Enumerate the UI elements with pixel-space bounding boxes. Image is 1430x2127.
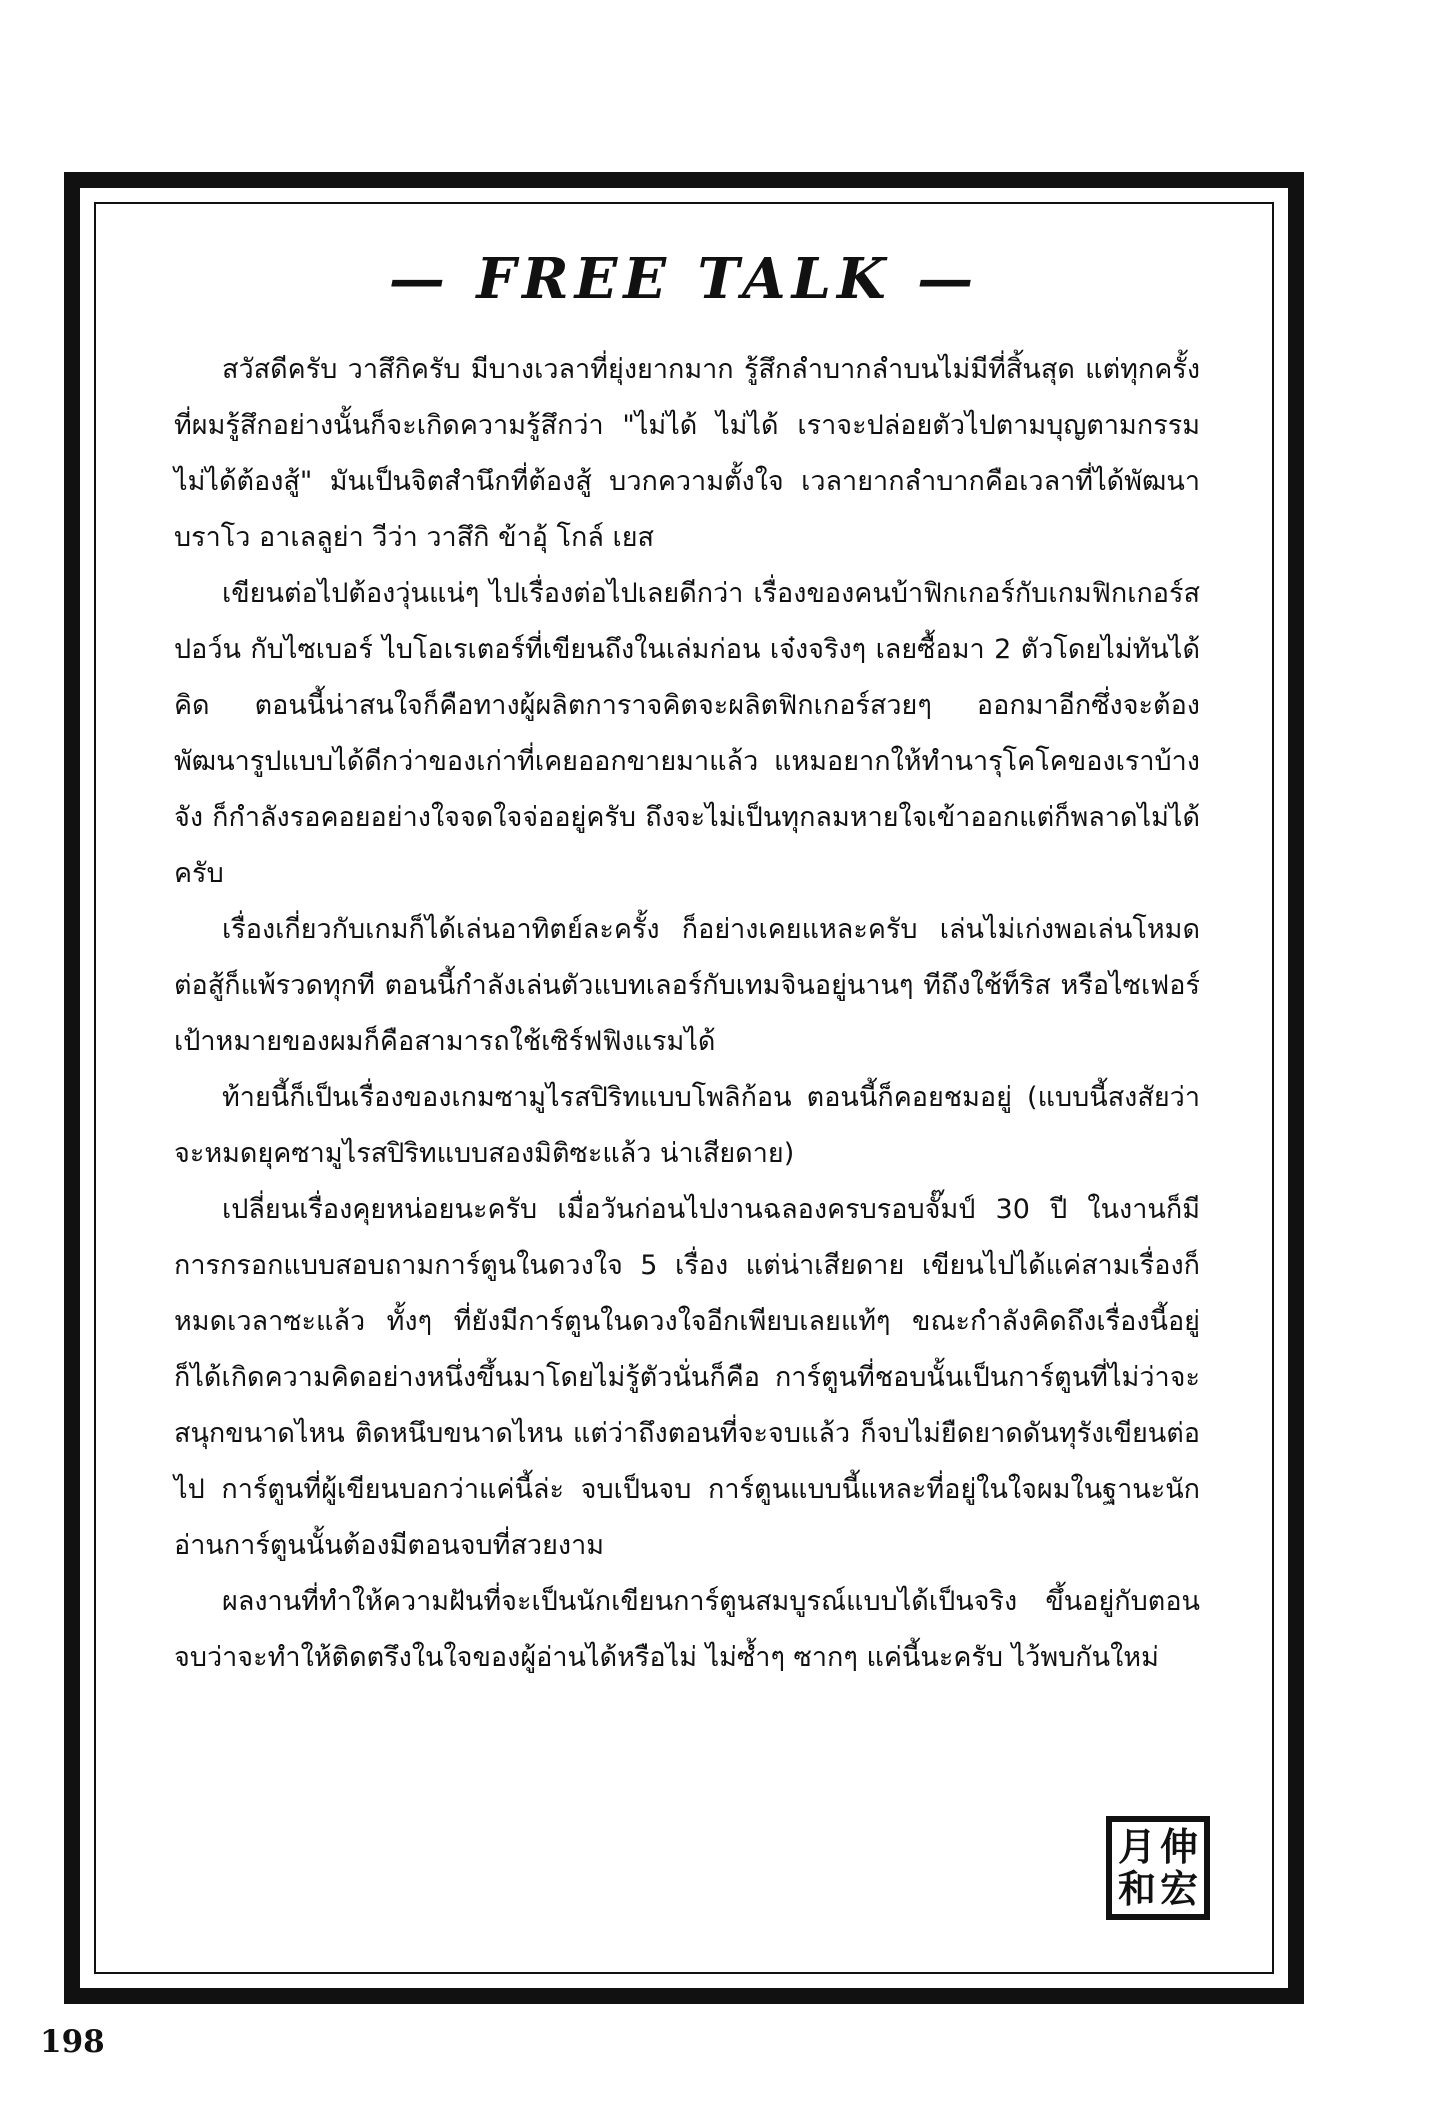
paragraph: เรื่องเกี่ยวกับเกมก็ได้เล่นอาทิตย์ละครั้ง ก็อย่างเคยแหละครับ เล่นไม่เก่งพอเล่นโหมดต่อสู้ก็แพ้รวดทุกที ตอนนี้กำลังเล่นตัวแบทเลอร์กับเทมจินอยู่นานๆ ทีถึงใช้ท็ริส หรือไซเฟอร์เป้าหมายของผมก็คือสามารถใช้เซิร์ฟฟิงแรมได้ bbox=[174, 914, 1200, 1057]
paragraph: เปลี่ยนเรื่องคุยหน่อยนะครับ เมื่อวันก่อนไปงานฉลองครบรอบจั๊มป์ 30 ปี ในงานก็มีการกรอกแบบสอบถามการ์ตูนในดวงใจ 5 เรื่อง แต่น่าเสียดาย เขียนไปได้แค่สามเรื่องก็หมดเวลาซะแล้ว ทั้งๆ ที่ยังมีการ์ตูนในดวงใจอีกเพียบเลยแท้ๆ ขณะกำลังคิดถึงเรื่องนี้อยู่ก็ได้เกิดความคิดอย่างหนึ่งขึ้นมาโดยไม่รู้ตัวนั่นก็คือ การ์ตูนที่ชอบนั้นเป็นการ์ตูนที่ไม่ว่าจะสนุกขนาดไหน ติดหนึบขนาดไหน แต่ว่าถึงตอนที่จะจบแล้ว ก็จบไม่ยืดยาดดันทุรังเขียนต่อไป การ์ตูนที่ผู้เขียนบอกว่าแค่นี้ล่ะ จบเป็นจบ การ์ตูนแบบนี้แหละที่อยู่ในใจผมในฐานะนักอ่านการ์ตูนนั้นต้องมีตอนจบที่สวยงาม bbox=[174, 1194, 1200, 1561]
seal-char: 和 bbox=[1117, 1866, 1156, 1911]
page-border-inner bbox=[94, 202, 1274, 1974]
paragraph: ผลงานที่ทำให้ความฝันที่จะเป็นนักเขียนการ์ตูนสมบูรณ์แบบได้เป็นจริง ขึ้นอยู่กับตอนจบว่าจะทำให้ติดตรึงในใจของผู้อ่านได้หรือไม่ ไม่ซ้ำๆ ซากๆ แค่นี้นะครับ ไว้พบกันใหม่ bbox=[174, 1586, 1200, 1673]
seal-char: 伸 bbox=[1159, 1824, 1198, 1869]
page-border-outer bbox=[64, 172, 1304, 2004]
seal-char: 月 bbox=[1117, 1824, 1156, 1869]
seal-char: 宏 bbox=[1159, 1866, 1198, 1911]
free-talk-title: — FREE TALK — bbox=[388, 246, 980, 312]
free-talk-body bbox=[174, 342, 1200, 1686]
paragraph: ท้ายนี้ก็เป็นเรื่องของเกมซามูไรสปิริทแบบโพลิก้อน ตอนนี้ก็คอยชมอยู่ (แบบนี้สงสัยว่าจะหมดยุคซามูไรสปิริทแบบสองมิติซะแล้ว น่าเสียดาย) bbox=[174, 1082, 1200, 1169]
paragraph: เขียนต่อไปต้องวุ่นแน่ๆ ไปเรื่องต่อไปเลยดีกว่า เรื่องของคนบ้าฟิกเกอร์กับเกมฟิกเกอร์สปอว์น กับไซเบอร์ ไบโอเรเตอร์ที่เขียนถึงในเล่มก่อน เจ๋งจริงๆ เลยซื้อมา 2 ตัวโดยไม่ทันได้คิด ตอนนี้น่าสนใจก็คือทางผู้ผลิตการาจคิตจะผลิตฟิกเกอร์สวยๆ ออกมาอีกซึ่งจะต้องพัฒนารูปแบบได้ดีกว่าของเก่าที่เคยออกขายมาแล้ว แหมอยากให้ทำนารุโคโคของเราบ้างจัง ก็กำลังรอคอยอย่างใจจดใจจ่ออยู่ครับ ถึงจะไม่เป็นทุกลมหายใจเข้าออกแต่ก็พลาดไม่ได้ครับ bbox=[174, 578, 1200, 889]
page-number: 198 bbox=[40, 2024, 105, 2060]
paragraph: สวัสดีครับ วาสึกิครับ มีบางเวลาที่ยุ่งยากมาก รู้สึกลำบากลำบนไม่มีที่สิ้นสุด แต่ทุกครั้งที่ผมรู้สึกอย่างนั้นก็จะเกิดความรู้สึกว่า "ไม่ได้ ไม่ได้ เราจะปล่อยตัวไปตามบุญตามกรรมไม่ได้ต้องสู้" มันเป็นจิตสำนึกที่ต้องสู้ บวกความตั้งใจ เวลายากลำบากคือเวลาที่ได้พัฒนา บราโว อาเลลูย่า วีว่า วาสึกิ ข้าอุ้ โกล์ เยส bbox=[174, 354, 1200, 553]
author-seal-stamp bbox=[1106, 1816, 1210, 1920]
